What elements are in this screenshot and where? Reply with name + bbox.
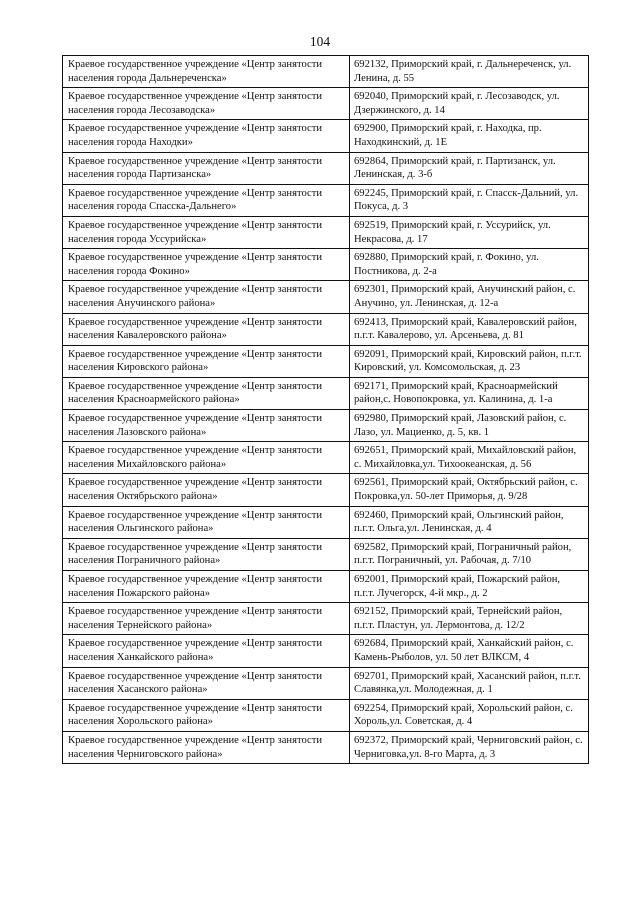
table-row [63,731,589,763]
organization-name-cell: Краевое государственное учреждение «Центр занятости населения города Дальнереченска» [63,56,350,88]
address-cell: 692091, Приморский край, Кировский район, п.г.т. Кировский, ул. Комсомольская, д. 23 [350,345,589,377]
table-row [63,313,589,345]
organization-name-cell: Краевое государственное учреждение «Центр занятости населения Пограничного района» [63,538,350,570]
table-row [63,377,589,409]
organization-name-cell: Краевое государственное учреждение «Центр занятости населения города Находки» [63,120,350,152]
organization-name-cell: Краевое государственное учреждение «Центр занятости населения города Лесозаводска» [63,88,350,120]
address-cell: 692900, Приморский край, г. Находка, пр. Находкинский, д. 1Е [350,120,589,152]
address-cell: 692245, Приморский край, г. Спасск-Дальний, ул. Покуса, д. 3 [350,184,589,216]
table-row [63,442,589,474]
address-cell: 692582, Приморский край, Пограничный район, п.г.т. Пограничный, ул. Рабочая, д. 7/10 [350,538,589,570]
organization-name-cell: Краевое государственное учреждение «Центр занятости населения Черниговского района» [63,731,350,763]
organization-name-cell: Краевое государственное учреждение «Центр занятости населения Кировского района» [63,345,350,377]
address-cell: 692519, Приморский край, г. Уссурийск, ул. Некрасова, д. 17 [350,216,589,248]
address-cell: 692254, Приморский край, Хорольский район, с. Хороль,ул. Советская, д. 4 [350,699,589,731]
address-cell: 692413, Приморский край, Кавалеровский район, п.г.т. Кавалерово, ул. Арсеньева, д. 81 [350,313,589,345]
organization-name-cell: Краевое государственное учреждение «Центр занятости населения Пожарского района» [63,571,350,603]
address-cell: 692372, Приморский край, Черниговский район, с. Черниговка,ул. 8-го Марта, д. 3 [350,731,589,763]
organization-name-cell: Краевое государственное учреждение «Центр занятости населения города Фокино» [63,249,350,281]
table-row [63,345,589,377]
table-row [63,249,589,281]
address-cell: 692561, Приморский край, Октябрьский район, с. Покровка,ул. 50-лет Приморья, д. 9/28 [350,474,589,506]
table-row [63,216,589,248]
address-cell: 692132, Приморский край, г. Дальнереченск, ул. Ленина, д. 55 [350,56,589,88]
table-row [63,538,589,570]
organization-name-cell: Краевое государственное учреждение «Центр занятости населения Ольгинского района» [63,506,350,538]
table-row [63,699,589,731]
organization-name-cell: Краевое государственное учреждение «Центр занятости населения Михайловского района» [63,442,350,474]
organization-name-cell: Краевое государственное учреждение «Центр занятости населения Ханкайского района» [63,635,350,667]
organization-name-cell: Краевое государственное учреждение «Центр занятости населения Октябрьского района» [63,474,350,506]
address-cell: 692152, Приморский край, Тернейский район, п.г.т. Пластун, ул. Лермонтова, д. 12/2 [350,603,589,635]
table-row [63,281,589,313]
table-row [63,635,589,667]
organization-name-cell: Краевое государственное учреждение «Центр занятости населения Лазовского района» [63,410,350,442]
address-cell: 692684, Приморский край, Ханкайский район, с. Камень-Рыболов, ул. 50 лет ВЛКСМ, 4 [350,635,589,667]
employment-centers-table [62,55,589,764]
address-cell: 692460, Приморский край, Ольгинский район, п.г.т. Ольга,ул. Ленинская, д. 4 [350,506,589,538]
address-cell: 692701, Приморский край, Хасанский район, п.г.т. Славянка,ул. Молодежная, д. 1 [350,667,589,699]
table-row [63,120,589,152]
address-cell: 692864, Приморский край, г. Партизанск, ул. Ленинская, д. 3-б [350,152,589,184]
page-number: 104 [309,34,331,49]
organization-name-cell: Краевое государственное учреждение «Центр занятости населения города Спасска-Дальнего» [63,184,350,216]
table-row [63,184,589,216]
table-row [63,88,589,120]
table-row [63,506,589,538]
table-row [63,410,589,442]
organization-name-cell: Краевое государственное учреждение «Центр занятости населения города Уссурийска» [63,216,350,248]
organization-name-cell: Краевое государственное учреждение «Центр занятости населения Тернейского района» [63,603,350,635]
organization-name-cell: Краевое государственное учреждение «Центр занятости населения города Партизанска» [63,152,350,184]
address-cell: 692980, Приморский край, Лазовский район, с. Лазо, ул. Мациенко, д. 5, кв. 1 [350,410,589,442]
address-cell: 692880, Приморский край, г. Фокино, ул. Постникова, д. 2-а [350,249,589,281]
table-row [63,152,589,184]
address-cell: 692301, Приморский край, Анучинский район, с. Анучино, ул. Ленинская, д. 12-а [350,281,589,313]
organization-name-cell: Краевое государственное учреждение «Центр занятости населения Хорольского района» [63,699,350,731]
table-row [63,603,589,635]
address-cell: 692040, Приморский край, г. Лесозаводск, ул. Дзержинского, д. 14 [350,88,589,120]
table-row [63,56,589,88]
table-row [63,474,589,506]
address-cell: 692001, Приморский край, Пожарский район, п.г.т. Лучегорск, 4-й мкр., д. 2 [350,571,589,603]
organization-name-cell: Краевое государственное учреждение «Центр занятости населения Кавалеровского района» [63,313,350,345]
organization-name-cell: Краевое государственное учреждение «Центр занятости населения Хасанского района» [63,667,350,699]
organization-name-cell: Краевое государственное учреждение «Центр занятости населения Красноармейского района» [63,377,350,409]
table-row [63,667,589,699]
organization-name-cell: Краевое государственное учреждение «Центр занятости населения Анучинского района» [63,281,350,313]
table-row [63,571,589,603]
table-body [63,56,589,764]
address-cell: 692651, Приморский край, Михайловский район, с. Михайловка,ул. Тихоокеанская, д. 56 [350,442,589,474]
address-cell: 692171, Приморский край, Красноармейский район,с. Новопокровка, ул. Калинина, д. 1-а [350,377,589,409]
